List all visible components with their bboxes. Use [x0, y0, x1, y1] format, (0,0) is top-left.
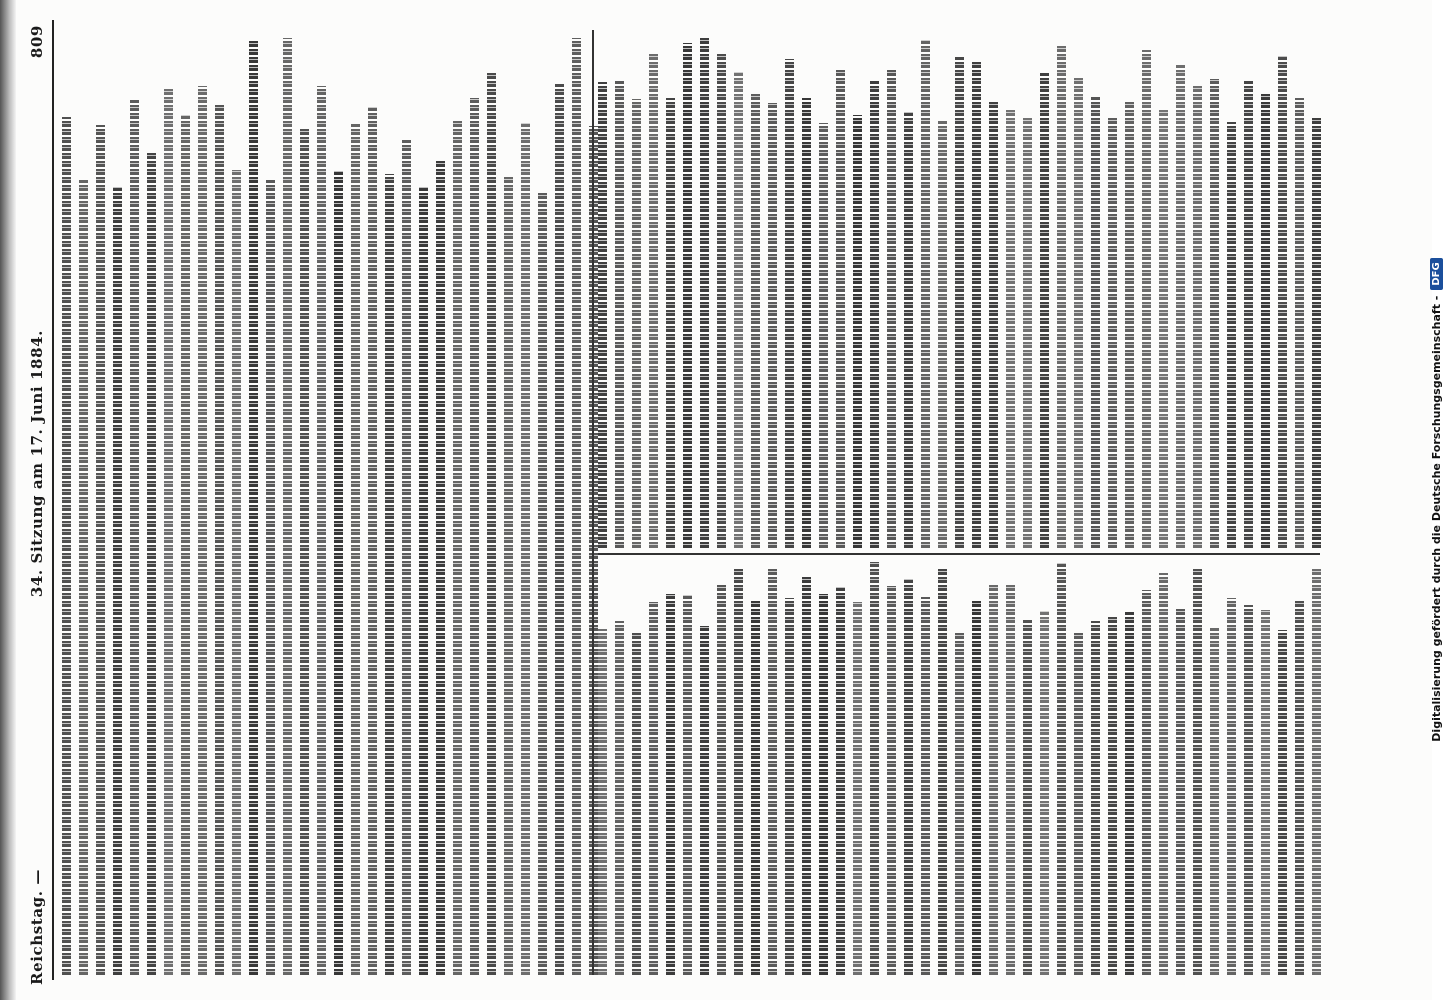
- text-line: [249, 40, 258, 975]
- header-center: 34. Sitzung am 17. Juni 1884.: [28, 330, 46, 598]
- text-line: [113, 187, 122, 975]
- text-line: [615, 621, 624, 975]
- text-line: [164, 88, 173, 975]
- text-line: [938, 121, 947, 548]
- text-line: [1040, 611, 1049, 975]
- text-line: [317, 86, 326, 975]
- text-line: [1159, 108, 1168, 548]
- text-line: [232, 170, 241, 975]
- text-line: [870, 81, 879, 548]
- text-line: [419, 187, 428, 975]
- text-line: [385, 174, 394, 975]
- text-line: [972, 600, 981, 975]
- text-line: [538, 192, 547, 975]
- text-line: [734, 72, 743, 548]
- header-rule: [52, 20, 54, 980]
- text-line: [1176, 609, 1185, 975]
- text-line: [1142, 50, 1151, 548]
- text-line: [96, 125, 105, 975]
- text-line: [1057, 563, 1066, 975]
- text-line: [870, 562, 879, 975]
- text-line: [300, 129, 309, 975]
- text-line: [666, 594, 675, 975]
- text-line: [1312, 567, 1321, 975]
- text-line: [1227, 122, 1236, 548]
- text-line: [921, 40, 930, 548]
- header-left: Reichstag. —: [28, 869, 46, 985]
- text-line: [819, 123, 828, 548]
- text-line: [666, 98, 675, 548]
- text-line: [504, 177, 513, 975]
- text-line: [972, 62, 981, 548]
- text-line: [989, 585, 998, 975]
- text-line: [836, 69, 845, 548]
- text-line: [1244, 605, 1253, 975]
- text-line: [1057, 45, 1066, 548]
- text-line: [734, 567, 743, 975]
- text-line: [1040, 73, 1049, 548]
- text-line: [1295, 601, 1304, 975]
- text-line: [1108, 117, 1117, 548]
- digitization-credit: [1426, 0, 1446, 1000]
- text-line: [802, 98, 811, 548]
- text-line: [598, 629, 607, 975]
- text-line: [1074, 77, 1083, 548]
- text-line: [1142, 590, 1151, 975]
- text-line: [717, 585, 726, 975]
- text-line: [1193, 568, 1202, 975]
- text-line: [1125, 102, 1134, 548]
- text-line: [1193, 86, 1202, 548]
- text-line: [130, 100, 139, 975]
- text-line: [572, 38, 581, 975]
- text-line: [470, 98, 479, 975]
- text-line: [989, 102, 998, 548]
- text-line: [938, 569, 947, 975]
- text-line: [1244, 81, 1253, 548]
- text-line: [1125, 612, 1134, 975]
- text-line: [1023, 620, 1032, 975]
- text-line: [649, 602, 658, 975]
- text-line: [785, 598, 794, 975]
- text-line: [147, 152, 156, 975]
- text-line: [555, 84, 564, 975]
- text-line: [632, 99, 641, 548]
- text-line: [598, 82, 607, 548]
- text-line: [1091, 97, 1100, 548]
- text-line: [1278, 56, 1287, 548]
- text-line: [1278, 630, 1287, 975]
- book-binding-edge: [0, 0, 16, 1000]
- text-line: [751, 93, 760, 548]
- text-line: [649, 54, 658, 548]
- text-line: [853, 115, 862, 548]
- text-line: [1023, 116, 1032, 548]
- text-line: [802, 576, 811, 975]
- text-line: [1210, 79, 1219, 548]
- text-line: [1006, 108, 1015, 548]
- text-line: [453, 120, 462, 975]
- page-header: [24, 25, 50, 985]
- text-line: [819, 594, 828, 975]
- text-line: [487, 71, 496, 975]
- text-line: [717, 54, 726, 548]
- text-line: [1312, 116, 1321, 548]
- text-line: [683, 43, 692, 548]
- column-separator: [592, 30, 594, 975]
- text-line: [402, 140, 411, 975]
- text-line: [632, 632, 641, 975]
- text-line: [955, 631, 964, 975]
- text-line: [751, 600, 760, 975]
- text-line: [1295, 98, 1304, 548]
- text-line: [181, 115, 190, 975]
- text-line: [266, 180, 275, 975]
- text-line: [768, 569, 777, 975]
- text-line: [615, 81, 624, 548]
- text-line: [1227, 598, 1236, 975]
- text-line: [1006, 584, 1015, 975]
- text-line: [700, 626, 709, 975]
- text-line: [887, 586, 896, 975]
- text-line: [1210, 628, 1219, 975]
- text-line: [334, 171, 343, 975]
- text-line: [1261, 92, 1270, 548]
- text-line: [1108, 617, 1117, 975]
- text-line: [79, 180, 88, 975]
- text-line: [904, 112, 913, 548]
- text-line: [1176, 65, 1185, 548]
- text-line: [955, 57, 964, 548]
- text-line: [1091, 621, 1100, 975]
- text-line: [368, 107, 377, 975]
- text-line: [768, 103, 777, 548]
- dfg-logo: DFG: [1430, 258, 1443, 289]
- text-line: [283, 38, 292, 975]
- text-line: [887, 68, 896, 548]
- text-line: [853, 602, 862, 975]
- text-line: [436, 160, 445, 975]
- text-line: [1074, 632, 1083, 975]
- text-line: [62, 117, 71, 975]
- text-line: [1159, 573, 1168, 975]
- text-line: [1261, 610, 1270, 975]
- text-line: [700, 37, 709, 548]
- text-line: [836, 587, 845, 975]
- text-line: [683, 595, 692, 975]
- page-number: 809: [28, 25, 46, 59]
- text-line: [904, 579, 913, 975]
- credit-text: Digitalisierung gefördert durch die Deutsche Forschungsgemeinschaft -: [1429, 295, 1443, 742]
- text-line: [921, 597, 930, 975]
- text-line: [198, 86, 207, 975]
- section-separator: [598, 553, 1320, 555]
- text-line: [785, 59, 794, 548]
- text-line: [521, 123, 530, 975]
- text-line: [351, 124, 360, 975]
- text-line: [215, 105, 224, 975]
